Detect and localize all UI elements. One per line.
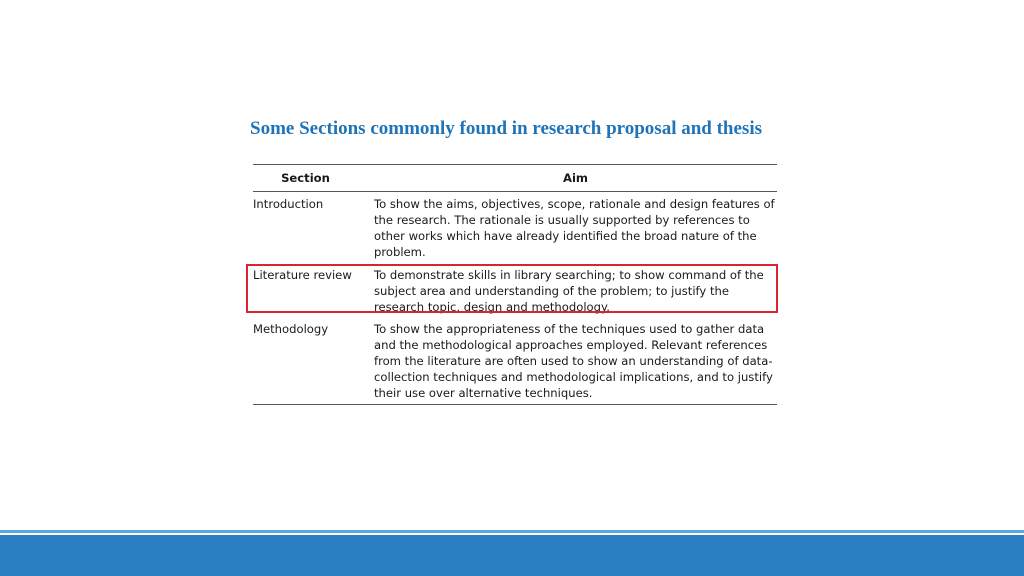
aim-line: their use over alternative techniques. xyxy=(374,386,593,400)
aim-line: To show the appropriateness of the techniques used to gather data xyxy=(374,322,765,336)
section-cell: Literature review xyxy=(253,268,352,282)
header-section: Section xyxy=(281,171,330,185)
aim-line: and the methodological approaches employed. Relevant references xyxy=(374,338,768,352)
section-cell: Introduction xyxy=(253,197,324,211)
aim-line: research topic, design and methodology. xyxy=(374,300,610,314)
aim-line: other works which have already identified the broad nature of the xyxy=(374,229,757,243)
footer-bar xyxy=(0,535,1024,576)
aim-cell xyxy=(374,321,777,401)
literature-review-highlight-box xyxy=(246,264,778,313)
aim-line: To demonstrate skills in library searching; to show command of the xyxy=(374,268,764,282)
header-aim: Aim xyxy=(562,171,589,185)
aim-line: subject area and understanding of the problem; to justify the xyxy=(374,284,729,298)
slide-title: Some Sections commonly found in research proposal and thesis xyxy=(250,118,762,139)
footer-accent-line xyxy=(0,530,1024,533)
aim-line: problem. xyxy=(374,245,426,259)
table-header-rule xyxy=(253,191,777,192)
aim-line: collection techniques and methodological implications, and to justify xyxy=(374,370,773,384)
aim-cell xyxy=(374,196,777,260)
table-bottom-rule xyxy=(253,404,777,405)
section-cell: Methodology xyxy=(253,322,329,336)
table-top-rule xyxy=(253,164,777,165)
aim-line: To show the aims, objectives, scope, rationale and design features of xyxy=(374,197,775,211)
aim-line: the research. The rationale is usually supported by references to xyxy=(374,213,750,227)
aim-line: from the literature are often used to show an understanding of data- xyxy=(374,354,773,368)
